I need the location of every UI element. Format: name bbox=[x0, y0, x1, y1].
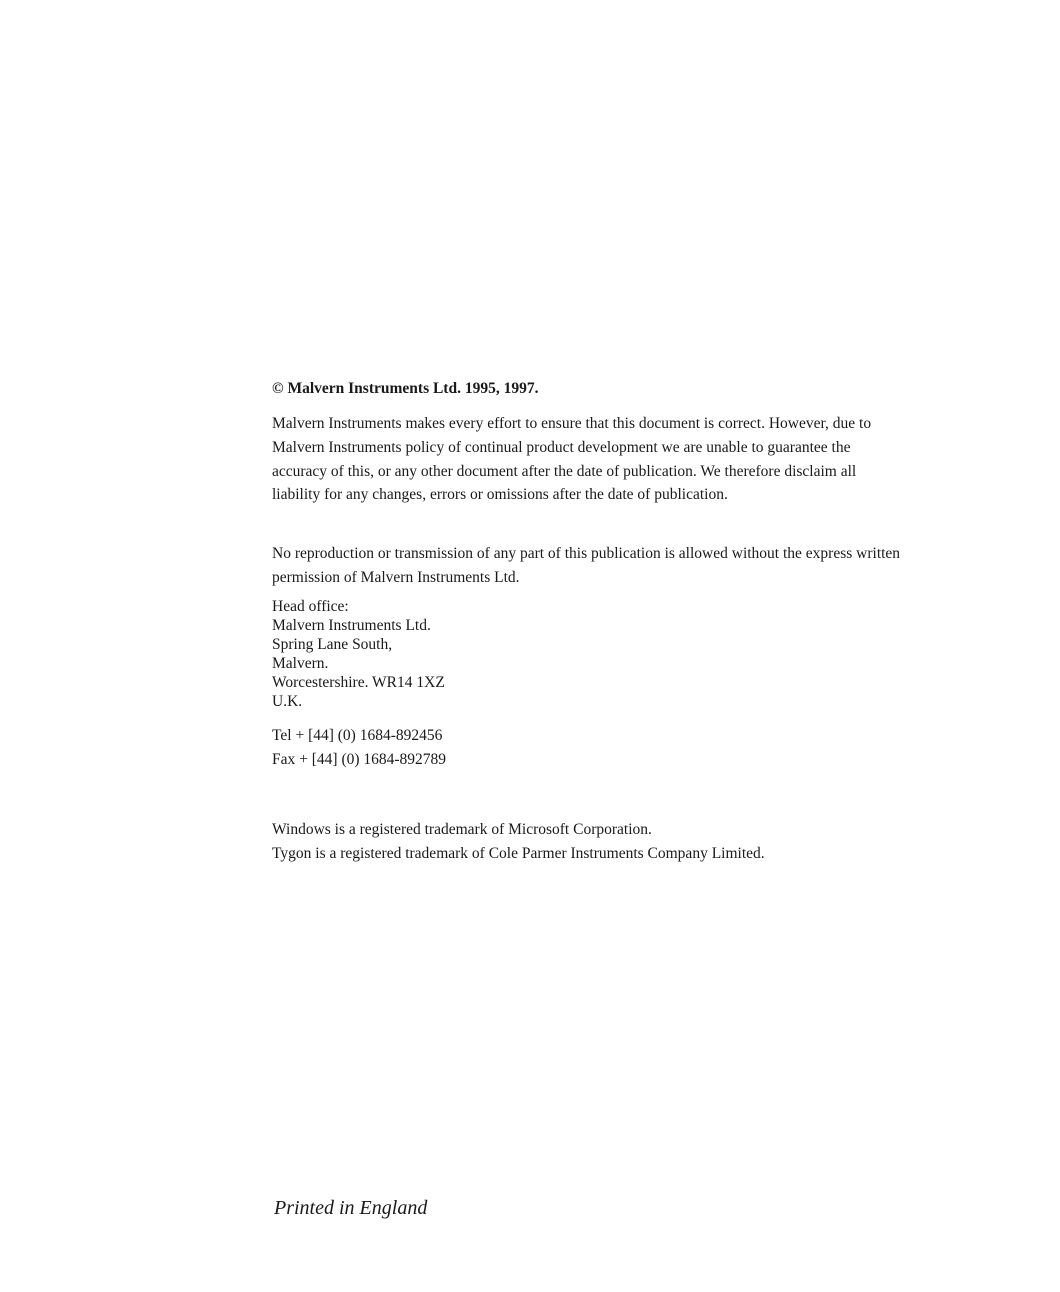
telephone-number: Tel + [44] (0) 1684-892456 bbox=[272, 727, 443, 744]
head-office-address bbox=[272, 597, 892, 711]
disclaimer-paragraph: Malvern Instruments makes every effort to ensure that this document is correct. However, due to Malvern Instruments policy of continual product development we are unable to guarantee the accuracy of this, or any other document after the date of publication. We therefore disclaim all liability for any changes, errors or omissions after the date of publication. bbox=[272, 415, 872, 504]
address-line: Worcestershire. WR14 1XZ bbox=[272, 674, 445, 691]
copyright-notice: © Malvern Instruments Ltd. 1995, 1997. bbox=[272, 380, 539, 397]
trademark-notices bbox=[272, 818, 892, 866]
address-line: U.K. bbox=[272, 693, 303, 710]
reproduction-notice: No reproduction or transmission of any part of this publication is allowed without the express written permission of Malvern Instruments Ltd. bbox=[272, 545, 901, 586]
address-line: Malvern. bbox=[272, 655, 329, 672]
address-label: Head office: bbox=[272, 598, 349, 615]
contact-numbers bbox=[272, 724, 892, 772]
address-line: Spring Lane South, bbox=[272, 636, 393, 653]
address-line: Malvern Instruments Ltd. bbox=[272, 617, 431, 634]
fax-number: Fax + [44] (0) 1684-892789 bbox=[272, 751, 447, 768]
printed-in-note: Printed in England bbox=[274, 1197, 428, 1219]
trademark-line: Tygon is a registered trademark of Cole Parmer Instruments Company Limited. bbox=[272, 845, 765, 862]
trademark-line: Windows is a registered trademark of Microsoft Corporation. bbox=[272, 821, 652, 838]
